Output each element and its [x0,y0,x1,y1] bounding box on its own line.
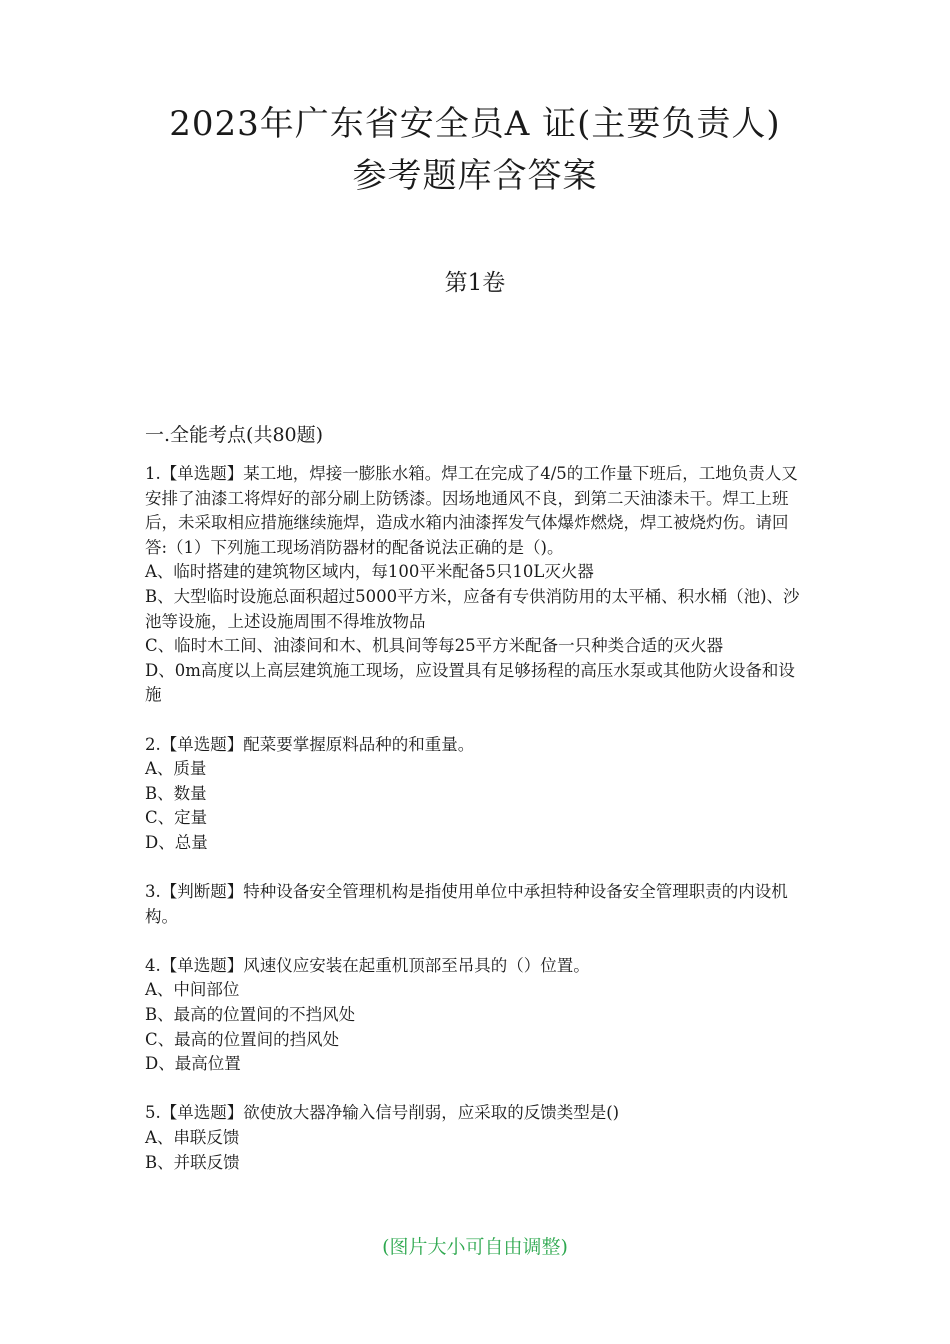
volume-label: 第1卷 [444,270,506,296]
question-5 [145,1101,810,1175]
question-stem: 2.【单选题】配菜要掌握原料品种的和重量。 [145,734,475,754]
option-a: A、临时搭建的建筑物区域内，每100平米配备5只10L灭火器 [145,562,594,582]
page-title [0,98,950,202]
option-a: A、中间部位 [145,980,240,1000]
title-line-1: 2023年广东省安全员A 证(主要负责人) [169,104,781,144]
option-d: D、总量 [145,832,208,852]
question-4 [145,954,810,1077]
question-stem: 1.【单选题】某工地，焊接一膨胀水箱。焊工在完成了4/5的工作量下班后，工地负责人又安排了油漆工将焊好的部分刷上防锈漆。因场地通风不良，到第二天油漆未干。焊工上班后，未采取相应措施继续施焊，造成水箱内油漆挥发气体爆炸燃烧，焊工被烧灼伤。请回答:（1）下列施工现场消防器材的配备说法正确的是（)。 [145,464,798,557]
option-c: C、临时木工间、油漆间和木、机具间等每25平方米配备一只种类合适的灭火器 [145,636,724,656]
question-1 [145,462,810,708]
title-line-2: 参考题库含答案 [352,156,598,196]
option-c: C、定量 [145,808,208,828]
question-stem: 4.【单选题】风速仪应安装在起重机顶部至吊具的（）位置。 [145,955,590,975]
option-b: B、数量 [145,783,207,803]
question-stem: 5.【单选题】欲使放大器净输入信号削弱，应采取的反馈类型是() [145,1103,620,1123]
question-3 [145,880,810,929]
option-d: D、0m高度以上高层建筑施工现场，应设置具有足够扬程的高压水泵或其他防火设备和设施 [145,660,795,705]
option-b: B、大型临时设施总面积超过5000平方米，应备有专供消防用的太平桶、积水桶（池)、沙池等设施，上述设施周围不得堆放物品 [145,586,800,631]
option-a: A、质量 [145,759,207,779]
option-c: C、最高的位置间的挡风处 [145,1029,340,1049]
question-list [145,420,810,1200]
question-2 [145,733,810,856]
question-stem: 3.【判断题】特种设备安全管理机构是指使用单位中承担特种设备安全管理职责的内设机构。 [145,882,788,926]
option-b: B、最高的位置间的不挡风处 [145,1005,356,1025]
option-b: B、并联反馈 [145,1152,240,1172]
footer-note: (图片大小可自由调整) [382,1236,568,1258]
option-a: A、串联反馈 [145,1128,240,1148]
section-heading: 一.全能考点(共80题) [145,424,324,446]
option-d: D、最高位置 [145,1054,241,1074]
